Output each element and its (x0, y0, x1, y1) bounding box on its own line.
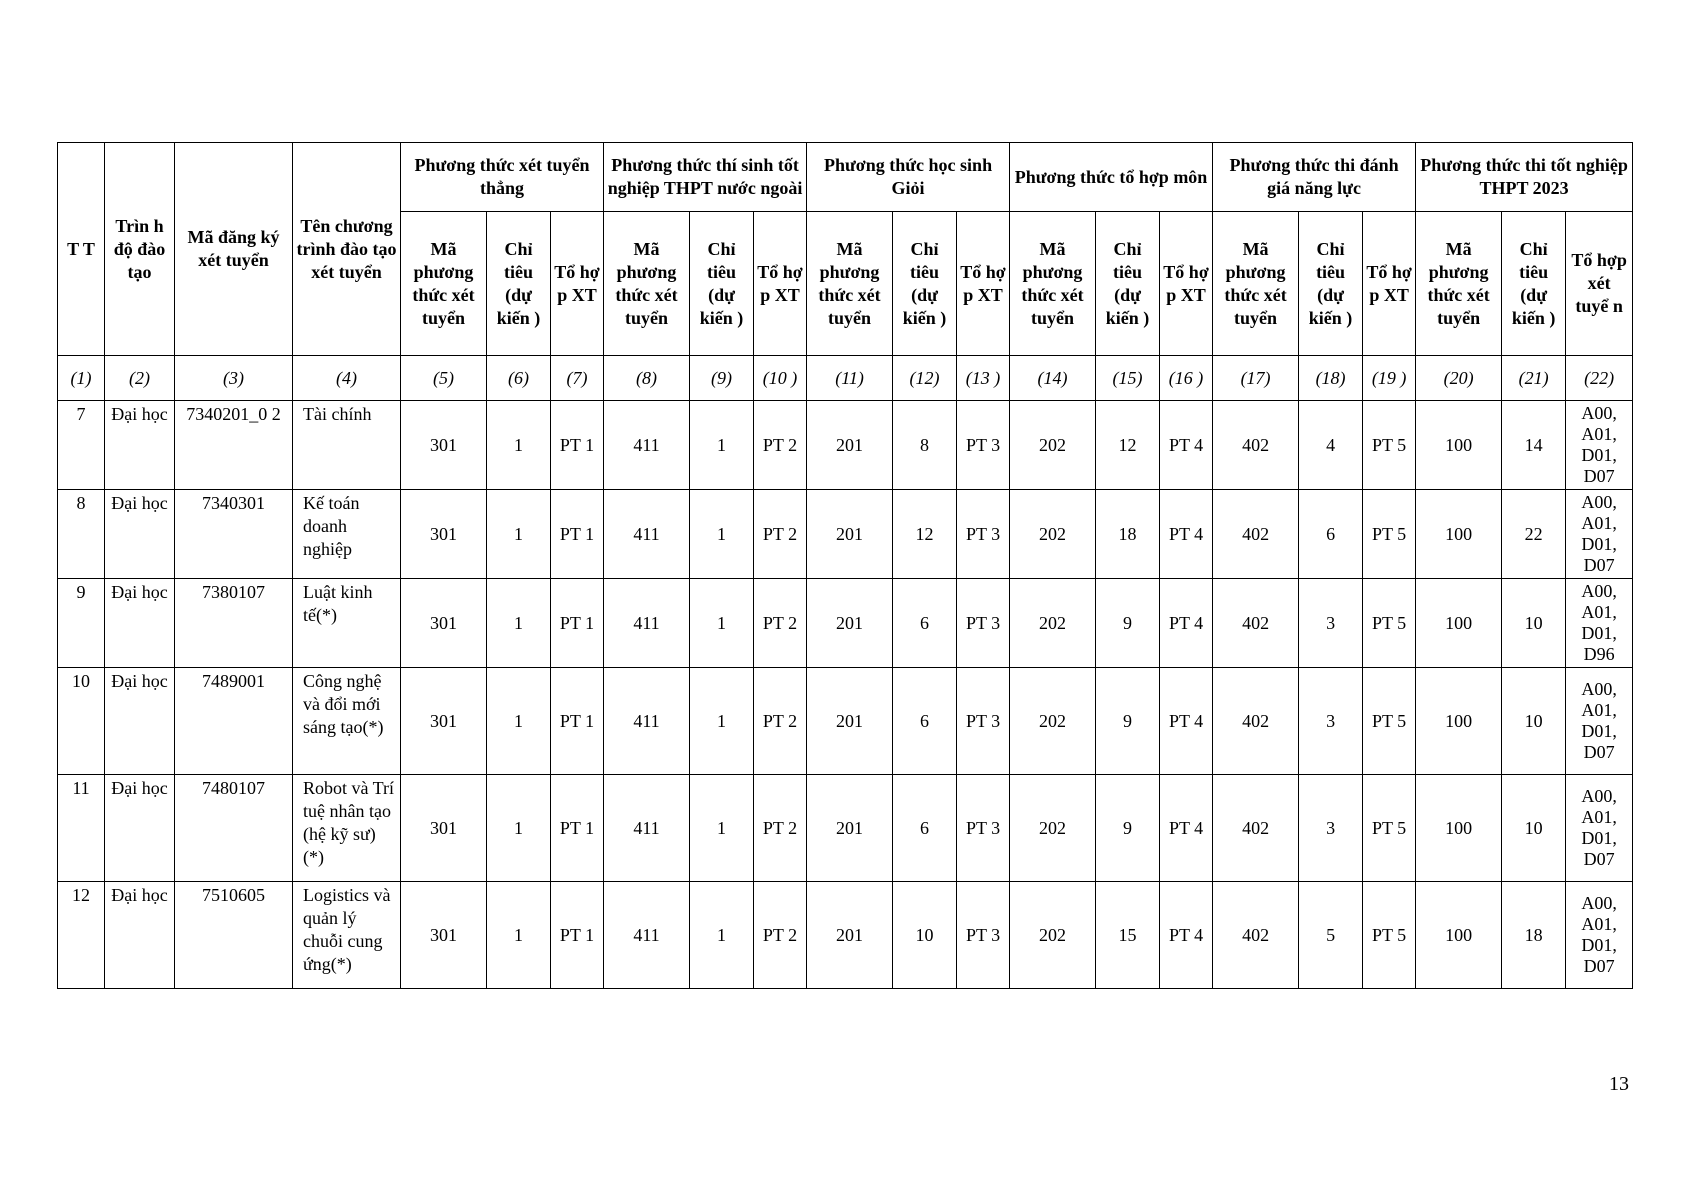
table-row (58, 668, 1633, 775)
subheader-quota: Chỉ tiêu (dự kiến ) (1502, 212, 1566, 356)
subheader-combo: Tổ hợ p XT (1363, 212, 1416, 356)
index-cell: (4) (293, 356, 401, 401)
cell-combo: PT 1 (551, 401, 604, 490)
index-cell: (14) (1010, 356, 1096, 401)
cell-combo: PT 4 (1160, 490, 1213, 579)
cell-quota: 10 (1502, 668, 1566, 775)
subheader-method: Mã phương thức xét tuyển (401, 212, 487, 356)
cell-method: 201 (807, 490, 893, 579)
subheader-combo: Tổ hợ p XT (551, 212, 604, 356)
cell-level: Đại học (105, 401, 175, 490)
cell-level: Đại học (105, 668, 175, 775)
cell-code: 7340301 (175, 490, 293, 579)
page-number: 13 (1609, 1073, 1629, 1095)
index-cell: (15) (1096, 356, 1160, 401)
cell-method: 201 (807, 579, 893, 668)
cell-code: 7510605 (175, 882, 293, 989)
subheader-quota: Chỉ tiêu (dự kiến ) (1096, 212, 1160, 356)
cell-quota: 3 (1299, 775, 1363, 882)
cell-combo: PT 2 (754, 579, 807, 668)
cell-method: 100 (1416, 882, 1502, 989)
index-cell: (10 ) (754, 356, 807, 401)
cell-method: 402 (1213, 775, 1299, 882)
cell-combo: PT 3 (957, 401, 1010, 490)
cell-method: 100 (1416, 401, 1502, 490)
subheader-quota: Chỉ tiêu (dự kiến ) (487, 212, 551, 356)
cell-program-name: Luật kinh tế(*) (293, 579, 401, 668)
table-row (58, 490, 1633, 579)
subheader-combo: Tổ hợ p XT (1160, 212, 1213, 356)
cell-quota: 1 (690, 882, 754, 989)
cell-tt: 8 (58, 490, 105, 579)
cell-quota: 1 (690, 401, 754, 490)
cell-quota: 18 (1502, 882, 1566, 989)
index-cell: (18) (1299, 356, 1363, 401)
group-header: Phương thức thí sinh tốt nghiệp THPT nước ngoài (604, 143, 807, 212)
cell-quota: 6 (893, 775, 957, 882)
cell-combo-subjects: A00, A01, D01, D07 (1566, 882, 1633, 989)
cell-quota: 1 (690, 579, 754, 668)
index-cell: (6) (487, 356, 551, 401)
index-cell: (13 ) (957, 356, 1010, 401)
cell-method: 100 (1416, 775, 1502, 882)
cell-code: 7380107 (175, 579, 293, 668)
cell-program-name: Kế toán doanh nghiệp (293, 490, 401, 579)
cell-combo: PT 5 (1363, 579, 1416, 668)
cell-combo: PT 1 (551, 668, 604, 775)
subheader-method: Mã phương thức xét tuyển (1416, 212, 1502, 356)
cell-quota: 5 (1299, 882, 1363, 989)
cell-combo: PT 5 (1363, 882, 1416, 989)
cell-combo: PT 5 (1363, 401, 1416, 490)
cell-method: 100 (1416, 668, 1502, 775)
group-header: Phương thức tổ hợp môn (1010, 143, 1213, 212)
cell-tt: 7 (58, 401, 105, 490)
cell-program-name: Tài chính (293, 401, 401, 490)
cell-combo: PT 4 (1160, 668, 1213, 775)
cell-quota: 10 (1502, 775, 1566, 882)
cell-method: 411 (604, 882, 690, 989)
cell-quota: 6 (893, 579, 957, 668)
subheader-combo-last: Tổ hợp xét tuyể n (1566, 212, 1633, 356)
cell-method: 411 (604, 401, 690, 490)
cell-quota: 6 (893, 668, 957, 775)
cell-quota: 10 (1502, 579, 1566, 668)
cell-combo: PT 3 (957, 775, 1010, 882)
cell-method: 202 (1010, 882, 1096, 989)
cell-quota: 10 (893, 882, 957, 989)
index-cell: (19 ) (1363, 356, 1416, 401)
cell-level: Đại học (105, 579, 175, 668)
cell-method: 402 (1213, 668, 1299, 775)
cell-combo: PT 1 (551, 490, 604, 579)
cell-tt: 9 (58, 579, 105, 668)
header-code: Mã đăng ký xét tuyển (175, 143, 293, 356)
cell-quota: 1 (487, 579, 551, 668)
cell-tt: 10 (58, 668, 105, 775)
index-cell: (22) (1566, 356, 1633, 401)
cell-quota: 12 (1096, 401, 1160, 490)
cell-method: 402 (1213, 882, 1299, 989)
subheader-quota: Chỉ tiêu (dự kiến ) (893, 212, 957, 356)
cell-combo: PT 1 (551, 882, 604, 989)
subheader-combo: Tổ hợ p XT (754, 212, 807, 356)
cell-method: 202 (1010, 401, 1096, 490)
index-cell: (3) (175, 356, 293, 401)
cell-quota: 9 (1096, 775, 1160, 882)
cell-quota: 22 (1502, 490, 1566, 579)
cell-method: 202 (1010, 490, 1096, 579)
cell-quota: 9 (1096, 579, 1160, 668)
cell-quota: 3 (1299, 579, 1363, 668)
cell-combo: PT 4 (1160, 579, 1213, 668)
cell-quota: 1 (487, 882, 551, 989)
cell-quota: 1 (487, 401, 551, 490)
cell-combo: PT 2 (754, 882, 807, 989)
header-program: Tên chương trình đào tạo xét tuyển (293, 143, 401, 356)
cell-method: 301 (401, 579, 487, 668)
table-row (58, 775, 1633, 882)
cell-quota: 1 (487, 668, 551, 775)
subheader-method: Mã phương thức xét tuyển (604, 212, 690, 356)
cell-method: 202 (1010, 775, 1096, 882)
cell-combo: PT 2 (754, 401, 807, 490)
group-header: Phương thức xét tuyển thẳng (401, 143, 604, 212)
cell-combo: PT 3 (957, 579, 1010, 668)
cell-level: Đại học (105, 490, 175, 579)
cell-quota: 1 (690, 668, 754, 775)
cell-combo: PT 3 (957, 882, 1010, 989)
cell-method: 411 (604, 490, 690, 579)
subheader-method: Mã phương thức xét tuyển (807, 212, 893, 356)
cell-combo: PT 2 (754, 668, 807, 775)
cell-quota: 1 (690, 490, 754, 579)
cell-method: 201 (807, 882, 893, 989)
cell-code: 7480107 (175, 775, 293, 882)
index-cell: (9) (690, 356, 754, 401)
index-cell: (17) (1213, 356, 1299, 401)
cell-program-name: Robot và Trí tuệ nhân tạo (hệ kỹ sư) (*) (293, 775, 401, 882)
index-cell: (5) (401, 356, 487, 401)
index-row (58, 356, 1633, 401)
subheader-method: Mã phương thức xét tuyển (1010, 212, 1096, 356)
cell-level: Đại học (105, 882, 175, 989)
index-cell: (20) (1416, 356, 1502, 401)
cell-combo: PT 5 (1363, 775, 1416, 882)
cell-code: 7489001 (175, 668, 293, 775)
cell-quota: 6 (1299, 490, 1363, 579)
cell-method: 201 (807, 668, 893, 775)
index-cell: (1) (58, 356, 105, 401)
cell-quota: 1 (487, 775, 551, 882)
cell-quota: 15 (1096, 882, 1160, 989)
index-cell: (16 ) (1160, 356, 1213, 401)
cell-combo: PT 4 (1160, 775, 1213, 882)
cell-method: 301 (401, 882, 487, 989)
cell-combo-subjects: A00, A01, D01, D96 (1566, 579, 1633, 668)
cell-combo: PT 4 (1160, 401, 1213, 490)
cell-quota: 8 (893, 401, 957, 490)
cell-method: 201 (807, 775, 893, 882)
cell-combo: PT 1 (551, 775, 604, 882)
cell-combo: PT 1 (551, 579, 604, 668)
cell-method: 402 (1213, 401, 1299, 490)
cell-combo: PT 5 (1363, 668, 1416, 775)
cell-method: 100 (1416, 490, 1502, 579)
cell-method: 402 (1213, 490, 1299, 579)
table-row (58, 882, 1633, 989)
cell-program-name: Công nghệ và đổi mới sáng tạo(*) (293, 668, 401, 775)
index-cell: (7) (551, 356, 604, 401)
cell-combo: PT 5 (1363, 490, 1416, 579)
cell-quota: 9 (1096, 668, 1160, 775)
cell-tt: 12 (58, 882, 105, 989)
cell-method: 301 (401, 490, 487, 579)
cell-method: 411 (604, 775, 690, 882)
table-row (58, 579, 1633, 668)
cell-method: 411 (604, 579, 690, 668)
cell-quota: 4 (1299, 401, 1363, 490)
cell-quota: 3 (1299, 668, 1363, 775)
cell-combo: PT 2 (754, 775, 807, 882)
cell-quota: 12 (893, 490, 957, 579)
index-cell: (8) (604, 356, 690, 401)
group-header: Phương thức học sinh Giỏi (807, 143, 1010, 212)
cell-combo: PT 3 (957, 668, 1010, 775)
cell-method: 202 (1010, 668, 1096, 775)
cell-code: 7340201_0 2 (175, 401, 293, 490)
index-cell: (2) (105, 356, 175, 401)
cell-combo: PT 4 (1160, 882, 1213, 989)
cell-combo-subjects: A00, A01, D01, D07 (1566, 775, 1633, 882)
cell-method: 402 (1213, 579, 1299, 668)
subheader-method: Mã phương thức xét tuyển (1213, 212, 1299, 356)
header-tt: T T (58, 143, 105, 356)
group-header: Phương thức thi đánh giá năng lực (1213, 143, 1416, 212)
cell-program-name: Logistics và quản lý chuỗi cung ứng(*) (293, 882, 401, 989)
cell-combo: PT 2 (754, 490, 807, 579)
admission-table (57, 142, 1633, 989)
cell-quota: 18 (1096, 490, 1160, 579)
subheader-combo: Tổ hợ p XT (957, 212, 1010, 356)
cell-combo: PT 3 (957, 490, 1010, 579)
cell-combo-subjects: A00, A01, D01, D07 (1566, 668, 1633, 775)
cell-method: 301 (401, 775, 487, 882)
cell-quota: 1 (690, 775, 754, 882)
index-cell: (11) (807, 356, 893, 401)
cell-method: 301 (401, 401, 487, 490)
cell-method: 100 (1416, 579, 1502, 668)
table-row (58, 401, 1633, 490)
subheader-quota: Chỉ tiêu (dự kiến ) (690, 212, 754, 356)
subheader-quota: Chỉ tiêu (dự kiến ) (1299, 212, 1363, 356)
cell-quota: 14 (1502, 401, 1566, 490)
cell-method: 301 (401, 668, 487, 775)
header-level: Trìn h độ đào tạo (105, 143, 175, 356)
cell-tt: 11 (58, 775, 105, 882)
index-cell: (12) (893, 356, 957, 401)
cell-method: 202 (1010, 579, 1096, 668)
group-header: Phương thức thi tốt nghiệp THPT 2023 (1416, 143, 1633, 212)
index-cell: (21) (1502, 356, 1566, 401)
cell-level: Đại học (105, 775, 175, 882)
cell-method: 411 (604, 668, 690, 775)
cell-combo-subjects: A00, A01, D01, D07 (1566, 401, 1633, 490)
cell-method: 201 (807, 401, 893, 490)
cell-combo-subjects: A00, A01, D01, D07 (1566, 490, 1633, 579)
cell-quota: 1 (487, 490, 551, 579)
